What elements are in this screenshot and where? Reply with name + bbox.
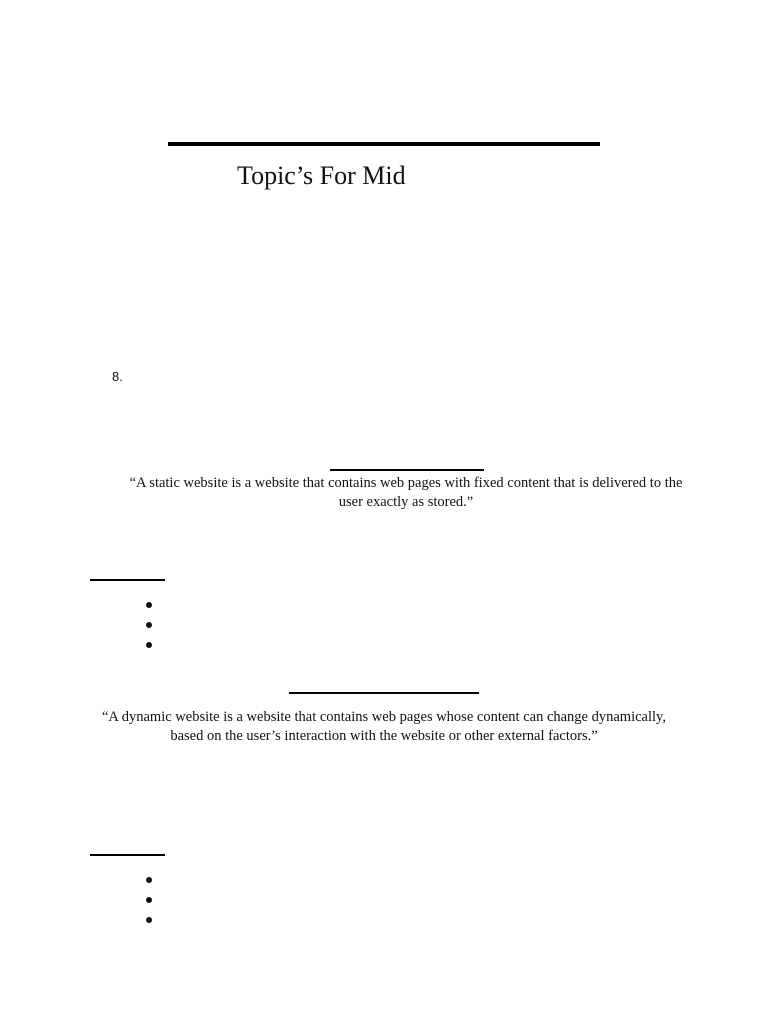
item-number: 8. <box>112 369 123 384</box>
bullet-item <box>146 870 154 890</box>
page-title: Topic’s For Mid <box>237 161 406 190</box>
bullet-item <box>146 910 154 930</box>
title-top-rule <box>168 142 600 146</box>
dynamic-heading-rule <box>289 692 479 694</box>
bullet-item <box>146 615 154 635</box>
section-rule-2 <box>90 854 165 856</box>
bullet-item <box>146 635 154 655</box>
static-heading-rule <box>330 469 484 471</box>
section-rule-1 <box>90 579 165 581</box>
bullet-item <box>146 890 154 910</box>
dynamic-website-definition: “A dynamic website is a website that contains web pages whose content can change dynamically, based on the user’s interaction with the website or other external factors.” <box>102 709 666 744</box>
static-website-definition: “A static website is a website that contains web pages with fixed content that is delivered to the user exactly as stored.” <box>129 475 683 510</box>
bullet-item <box>146 595 154 615</box>
bullet-list-2 <box>146 870 154 930</box>
bullet-list-1 <box>146 595 154 655</box>
